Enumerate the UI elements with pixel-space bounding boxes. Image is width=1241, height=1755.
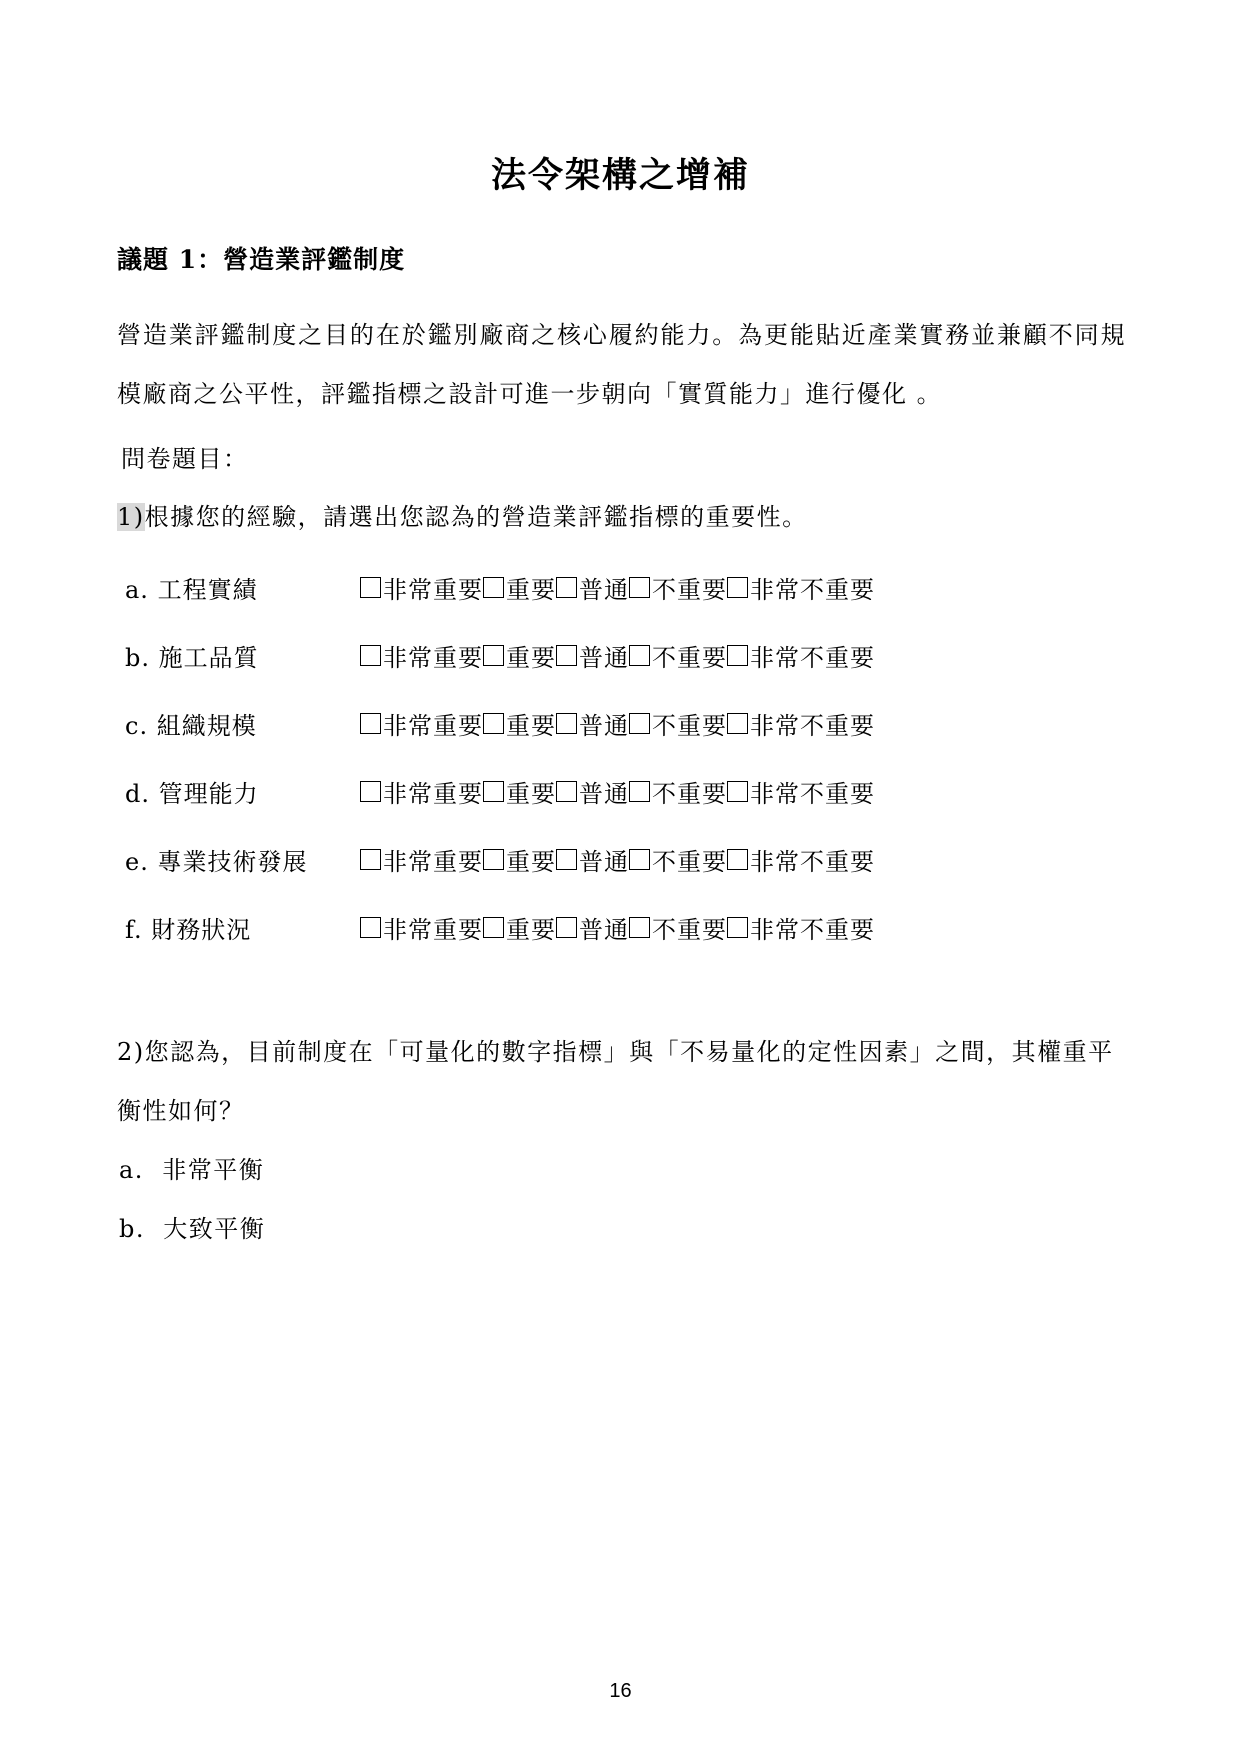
option-very-not-important[interactable]: 非常不重要	[727, 570, 875, 605]
page-number: 16	[609, 1680, 632, 1702]
option-very-important[interactable]: 非常重要	[360, 910, 483, 945]
option-important[interactable]: 重要	[483, 842, 556, 877]
option-important[interactable]: 重要	[483, 570, 556, 605]
row-options	[360, 774, 875, 809]
checkbox-icon[interactable]	[727, 713, 748, 734]
option-important[interactable]: 重要	[483, 706, 556, 741]
questions-label: 問卷題目：	[121, 444, 249, 473]
option-very-important[interactable]: 非常重要	[360, 570, 483, 605]
page-title: 法令架構之增補	[490, 155, 750, 196]
option-not-important[interactable]: 不重要	[629, 774, 727, 809]
option-very-not-important[interactable]: 非常不重要	[727, 842, 875, 877]
option-very-important[interactable]: 非常重要	[360, 774, 483, 809]
checkbox-icon[interactable]	[483, 781, 504, 802]
option-important[interactable]: 重要	[483, 774, 556, 809]
table-row	[115, 757, 1126, 825]
question-2-text: 您認為，目前制度在「可量化的數字指標」與「不易量化的定性因素」之間，其權重平衡性如何？	[117, 1038, 1114, 1125]
question-2-choice-a[interactable]	[115, 1141, 1126, 1200]
row-label	[115, 638, 360, 673]
choice-label: 非常平衡	[162, 1155, 265, 1184]
question-2-number: 2)	[117, 1038, 145, 1067]
option-not-important[interactable]: 不重要	[629, 570, 727, 605]
checkbox-icon[interactable]	[629, 781, 650, 802]
table-row	[115, 621, 1126, 689]
checkbox-icon[interactable]	[556, 917, 577, 938]
option-very-important[interactable]: 非常重要	[360, 706, 483, 741]
row-key: a.	[125, 575, 149, 604]
checkbox-icon[interactable]	[483, 577, 504, 598]
checkbox-icon[interactable]	[360, 645, 381, 666]
question-1-text: 根據您的經驗，請選出您認為的營造業評鑑指標的重要性。	[144, 503, 808, 532]
option-not-important[interactable]: 不重要	[629, 910, 727, 945]
option-neutral[interactable]: 普通	[556, 774, 629, 809]
row-text: 工程實績	[157, 575, 258, 604]
row-label	[115, 774, 360, 809]
checkbox-icon[interactable]	[727, 781, 748, 802]
option-very-not-important[interactable]: 非常不重要	[727, 910, 875, 945]
row-options	[360, 706, 875, 741]
checkbox-icon[interactable]	[483, 645, 504, 666]
checkbox-icon[interactable]	[629, 577, 650, 598]
row-text: 管理能力	[158, 779, 259, 808]
checkbox-icon[interactable]	[629, 849, 650, 870]
option-neutral[interactable]: 普通	[556, 842, 629, 877]
option-neutral[interactable]: 普通	[556, 638, 629, 673]
row-label	[115, 706, 360, 741]
row-key: d.	[125, 779, 150, 808]
option-very-not-important[interactable]: 非常不重要	[727, 774, 875, 809]
option-not-important[interactable]: 不重要	[629, 638, 727, 673]
row-label	[115, 570, 360, 605]
checkbox-icon[interactable]	[360, 781, 381, 802]
checkbox-icon[interactable]	[483, 713, 504, 734]
row-options	[360, 638, 875, 673]
row-key: f.	[125, 915, 143, 944]
row-key: b.	[125, 643, 150, 672]
row-options	[360, 842, 875, 877]
row-options	[360, 570, 875, 605]
option-very-important[interactable]: 非常重要	[360, 638, 483, 673]
spacer	[115, 961, 1126, 1023]
option-important[interactable]: 重要	[483, 638, 556, 673]
checkbox-icon[interactable]	[483, 917, 504, 938]
checkbox-icon[interactable]	[360, 917, 381, 938]
rating-matrix	[115, 553, 1126, 961]
checkbox-icon[interactable]	[360, 849, 381, 870]
row-label	[115, 910, 360, 945]
checkbox-icon[interactable]	[360, 713, 381, 734]
row-key: c.	[125, 711, 149, 740]
question-2	[115, 1023, 1126, 1141]
table-row	[115, 893, 1126, 961]
option-neutral[interactable]: 普通	[556, 910, 629, 945]
question-1	[115, 488, 1126, 547]
row-text: 財務狀況	[151, 915, 252, 944]
choice-label: 大致平衡	[163, 1214, 266, 1243]
intro-paragraph: 營造業評鑑制度之目的在於鑑別廠商之核心履約能力。為更能貼近產業實務並兼顧不同規模廠商之公平性，評鑑指標之設計可進一步朝向「實質能力」進行優化 。	[117, 321, 1126, 408]
table-row	[115, 689, 1126, 757]
checkbox-icon[interactable]	[556, 645, 577, 666]
checkbox-icon[interactable]	[556, 577, 577, 598]
choice-key: b.	[119, 1214, 145, 1243]
checkbox-icon[interactable]	[629, 713, 650, 734]
checkbox-icon[interactable]	[556, 713, 577, 734]
row-key: e.	[125, 847, 149, 876]
row-label	[115, 842, 360, 877]
checkbox-icon[interactable]	[629, 645, 650, 666]
checkbox-icon[interactable]	[727, 849, 748, 870]
option-very-important[interactable]: 非常重要	[360, 842, 483, 877]
row-text: 組織規模	[156, 711, 257, 740]
option-important[interactable]: 重要	[483, 910, 556, 945]
row-options	[360, 910, 875, 945]
option-very-not-important[interactable]: 非常不重要	[727, 638, 875, 673]
option-neutral[interactable]: 普通	[556, 570, 629, 605]
option-very-not-important[interactable]: 非常不重要	[727, 706, 875, 741]
checkbox-icon[interactable]	[727, 577, 748, 598]
row-text: 專業技術發展	[157, 847, 308, 876]
option-not-important[interactable]: 不重要	[629, 842, 727, 877]
question-1-number: 1)	[117, 503, 145, 532]
row-text: 施工品質	[158, 643, 259, 672]
section-heading: 議題 1：營造業評鑑制度	[117, 245, 406, 274]
option-neutral[interactable]: 普通	[556, 706, 629, 741]
checkbox-icon[interactable]	[727, 645, 748, 666]
checkbox-icon[interactable]	[556, 849, 577, 870]
checkbox-icon[interactable]	[556, 781, 577, 802]
option-not-important[interactable]: 不重要	[629, 706, 727, 741]
table-row	[115, 553, 1126, 621]
checkbox-icon[interactable]	[483, 849, 504, 870]
table-row	[115, 825, 1126, 893]
choice-key: a.	[119, 1155, 144, 1184]
checkbox-icon[interactable]	[727, 917, 748, 938]
checkbox-icon[interactable]	[629, 917, 650, 938]
question-2-choice-b[interactable]	[115, 1200, 1126, 1259]
checkbox-icon[interactable]	[360, 577, 381, 598]
